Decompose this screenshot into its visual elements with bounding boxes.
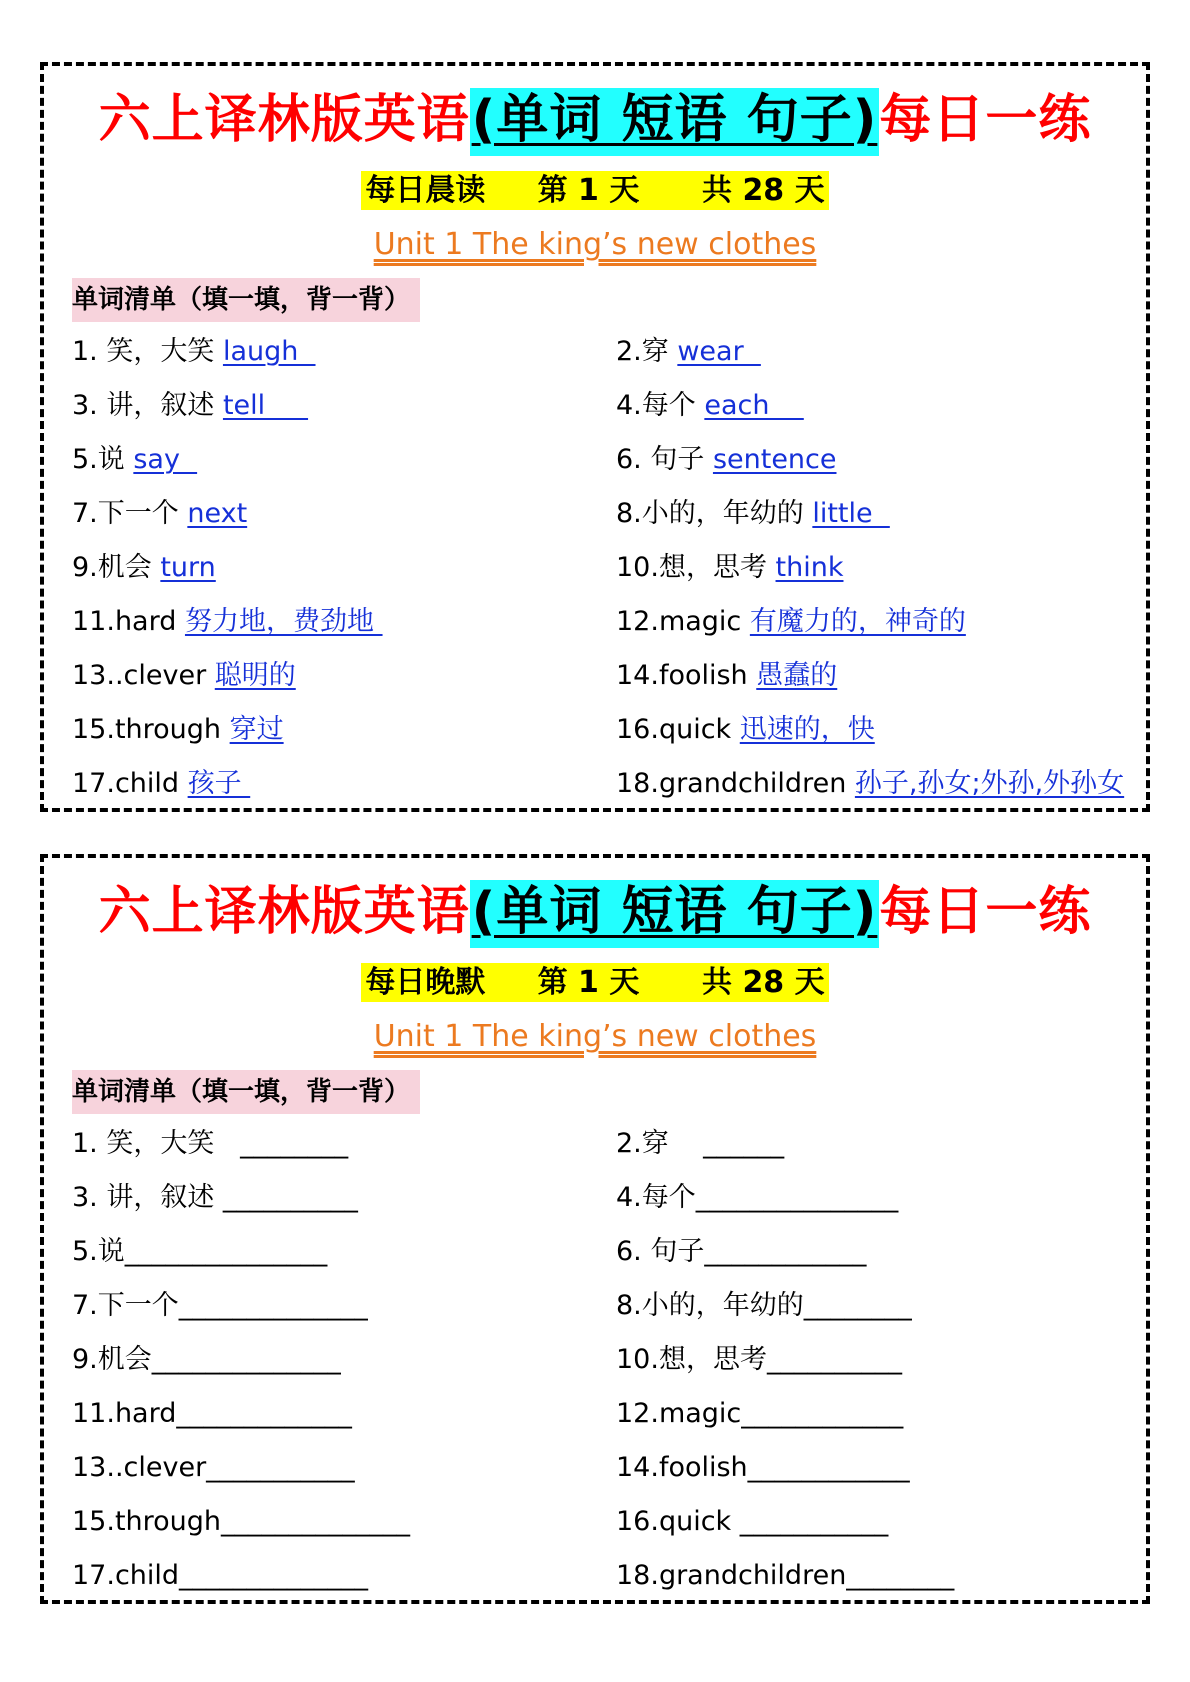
- list-item: [72, 1124, 1132, 1178]
- word-prompt: 1. 笑，大笑: [72, 336, 223, 367]
- subtitle: [44, 168, 1146, 214]
- fill-blank[interactable]: 10.想，思考__________: [616, 1344, 902, 1375]
- title-prefix: 六上译林版英语: [98, 882, 470, 942]
- title-suffix: 每日一练: [879, 90, 1092, 150]
- word-prompt: 5.说: [72, 444, 134, 475]
- fill-blank[interactable]: 6. 句子____________: [616, 1236, 867, 1267]
- fill-blank[interactable]: 12.magic____________: [616, 1398, 904, 1429]
- word-answer: sentence: [712, 444, 837, 475]
- fill-blank[interactable]: 17.child______________: [72, 1560, 369, 1591]
- word-prompt: 9.机会: [72, 552, 161, 583]
- list-item: [72, 386, 1132, 440]
- fill-blank[interactable]: 4.每个_______________: [616, 1182, 899, 1213]
- title-highlight: (单词 短语 句子): [470, 88, 880, 156]
- fill-blank[interactable]: 7.下一个______________: [72, 1290, 368, 1321]
- word-answer: 愚蠢的: [756, 660, 838, 691]
- word-answer: 聪明的: [214, 660, 296, 691]
- word-answer: each: [704, 390, 804, 421]
- fill-blank[interactable]: 1. 笑，大笑 ________: [72, 1128, 349, 1159]
- list-item: [72, 332, 1132, 386]
- title-highlight: (单词 短语 句子): [470, 880, 880, 948]
- page-title: [44, 80, 1146, 160]
- word-answer: 有魔力的，神奇的: [749, 606, 966, 637]
- word-prompt: 15.through: [72, 714, 230, 745]
- word-list: [72, 1124, 1132, 1610]
- fill-blank[interactable]: 13..clever___________: [72, 1452, 355, 1483]
- subtitle: [44, 960, 1146, 1006]
- title-prefix: 六上译林版英语: [98, 90, 470, 150]
- title-suffix: 每日一练: [879, 882, 1092, 942]
- word-answer: tell: [222, 390, 309, 421]
- fill-blank[interactable]: 8.小的，年幼的________: [616, 1290, 912, 1321]
- evening-dictation-panel: [40, 854, 1150, 1604]
- word-answer: turn: [160, 552, 216, 583]
- list-item: [72, 602, 1132, 656]
- word-answer: 迅速的，快: [739, 714, 875, 745]
- page-title: [44, 872, 1146, 952]
- fill-blank[interactable]: 15.through______________: [72, 1506, 411, 1537]
- word-prompt: 6. 句子: [616, 444, 713, 475]
- word-list: [72, 332, 1132, 818]
- word-prompt: 7.下一个: [72, 498, 188, 529]
- fill-blank[interactable]: 14.foolish____________: [616, 1452, 910, 1483]
- word-prompt: 13..clever: [72, 660, 215, 691]
- list-item: [72, 1232, 1132, 1286]
- fill-blank[interactable]: 11.hard_____________: [72, 1398, 352, 1429]
- word-answer: think: [775, 552, 844, 583]
- list-item: [72, 494, 1132, 548]
- unit-title: Unit 1 The king’s new clothes: [373, 227, 817, 262]
- word-prompt: 11.hard: [72, 606, 185, 637]
- fill-blank[interactable]: 16.quick ___________: [616, 1506, 889, 1537]
- word-prompt: 14.foolish: [616, 660, 757, 691]
- word-answer: say: [133, 444, 198, 475]
- list-item: [72, 548, 1132, 602]
- word-prompt: 12.magic: [616, 606, 750, 637]
- list-item: [72, 1502, 1132, 1556]
- list-item: [72, 1394, 1132, 1448]
- list-item: [72, 1340, 1132, 1394]
- list-item: [72, 1556, 1132, 1610]
- word-answer: laugh: [222, 336, 316, 367]
- section-heading: 单词清单（填一填，背一背）: [72, 1070, 420, 1114]
- word-prompt: 8.小的，年幼的: [616, 498, 813, 529]
- list-item: [72, 710, 1132, 764]
- word-prompt: 3. 讲，叙述: [72, 390, 223, 421]
- word-answer: 努力地，费劲地: [184, 606, 383, 637]
- fill-blank[interactable]: 3. 讲，叙述 __________: [72, 1182, 358, 1213]
- morning-reading-panel: [40, 62, 1150, 812]
- word-prompt: 17.child: [72, 768, 188, 799]
- fill-blank[interactable]: 5.说_______________: [72, 1236, 328, 1267]
- fill-blank[interactable]: 9.机会______________: [72, 1344, 341, 1375]
- list-item: [72, 656, 1132, 710]
- word-prompt: 10.想，思考: [616, 552, 776, 583]
- word-answer: 孙子,孙女;外孙,外孙女: [854, 768, 1125, 799]
- unit-title: Unit 1 The king’s new clothes: [373, 1019, 817, 1054]
- fill-blank[interactable]: 18.grandchildren________: [616, 1560, 955, 1591]
- day-counter: 每日晨读 第 1 天 共 28 天: [361, 171, 828, 210]
- word-prompt: 18.grandchildren: [616, 768, 855, 799]
- list-item: [72, 1286, 1132, 1340]
- word-answer: 孩子: [187, 768, 251, 799]
- list-item: [72, 1448, 1132, 1502]
- word-prompt: 16.quick: [616, 714, 740, 745]
- word-prompt: 2.穿: [616, 336, 678, 367]
- list-item: [72, 764, 1132, 818]
- word-answer: wear: [677, 336, 761, 367]
- word-answer: next: [187, 498, 248, 529]
- list-item: [72, 1178, 1132, 1232]
- word-prompt: 4.每个: [616, 390, 705, 421]
- section-heading: 单词清单（填一填，背一背）: [72, 278, 420, 322]
- day-counter: 每日晚默 第 1 天 共 28 天: [361, 963, 828, 1002]
- list-item: [72, 440, 1132, 494]
- fill-blank[interactable]: 2.穿 ______: [616, 1128, 785, 1159]
- word-answer: 穿过: [229, 714, 284, 745]
- word-answer: little: [812, 498, 890, 529]
